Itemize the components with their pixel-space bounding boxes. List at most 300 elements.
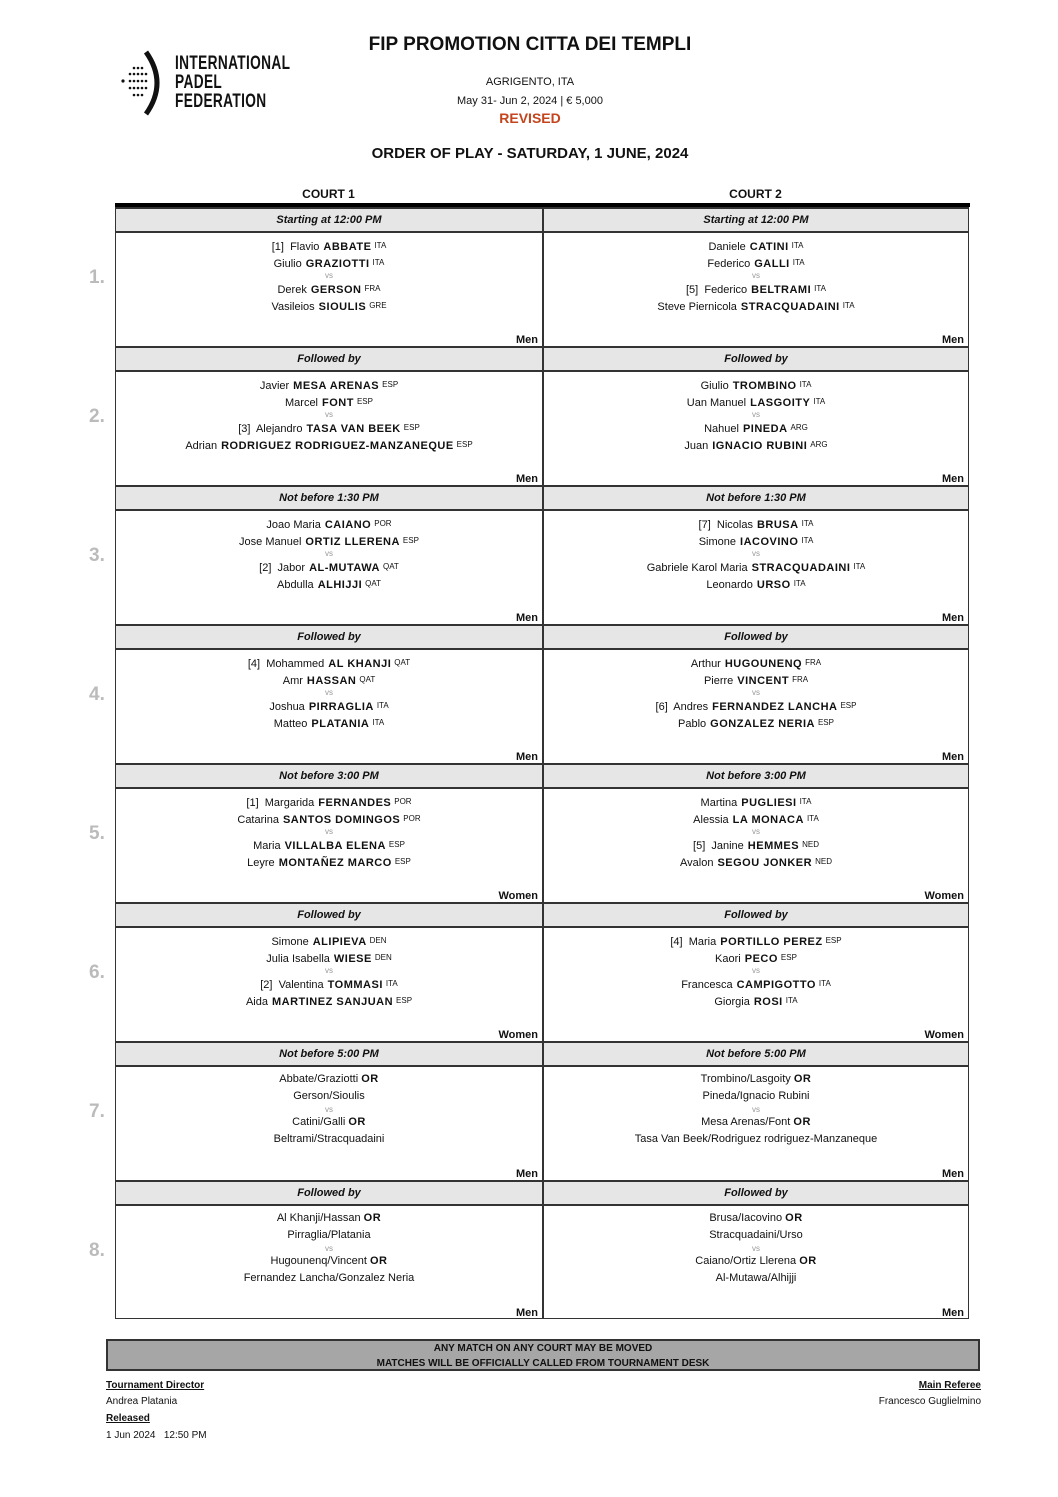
player-last-name: PLATANIA (311, 718, 370, 730)
player-first-name: Federico (704, 284, 748, 296)
player-first-name: Marcel (285, 397, 319, 409)
match-cell (115, 1041, 542, 1180)
team-name: Stracquadaini/Urso (709, 1229, 803, 1241)
match-cell (115, 624, 542, 763)
team-name: Al Khanji/Hassan (276, 1212, 361, 1224)
slot-number: 7. (89, 1101, 105, 1122)
player-first-name: Flavio (290, 241, 320, 253)
player-line (544, 671, 968, 688)
player-country: ESP (394, 857, 411, 866)
player-last-name: GONZALEZ NERIA (710, 718, 815, 730)
player-last-name: SIOULIS (318, 301, 367, 313)
team-name: Abbate/Graziotti (279, 1073, 359, 1085)
match-category: Men (516, 751, 538, 763)
player-line (116, 515, 542, 532)
match-category: Women (498, 890, 538, 902)
player-seed: [2] (260, 979, 273, 991)
player-country: ITA (785, 996, 798, 1005)
player-seed: [4] (247, 658, 261, 670)
team-name: Pineda/Ignacio Rubini (702, 1090, 810, 1102)
player-line (116, 558, 542, 575)
player-last-name: SANTOS DOMINGOS (282, 814, 401, 826)
slot-number: 2. (89, 406, 105, 427)
player-line (544, 949, 968, 966)
match-category: Men (942, 612, 964, 624)
time-slot (89, 207, 970, 346)
match-cell (542, 346, 969, 485)
player-seed: [1] (246, 797, 259, 809)
player-last-name: TASA VAN BEEK (306, 423, 401, 435)
player-seed: [1] (271, 241, 284, 253)
player-seed: [4] (670, 936, 683, 948)
player-line (544, 697, 968, 714)
player-first-name: Federico (707, 258, 751, 270)
player-last-name: STRACQUADAINI (740, 301, 840, 313)
notice-banner (106, 1339, 980, 1371)
or-label: OR (799, 1255, 817, 1267)
player-country: POR (394, 797, 412, 806)
player-first-name: Avalon (680, 857, 714, 869)
vs-label: vs (752, 1244, 760, 1253)
player-first-name: Kaori (715, 953, 741, 965)
player-country: ESP (825, 936, 842, 945)
player-country: ESP (403, 423, 420, 432)
player-first-name: Simone (271, 936, 309, 948)
team-name: Caiano/Ortiz Llerena (695, 1255, 797, 1267)
player-last-name: ABBATE (323, 241, 372, 253)
player-line (116, 393, 542, 410)
or-label: OR (363, 1212, 382, 1224)
player-line (116, 836, 542, 853)
team-name: Al-Mutawa/Alhijji (715, 1272, 797, 1284)
match-time: Followed by (116, 1180, 542, 1206)
match-category: Men (516, 1168, 538, 1180)
player-line (116, 532, 542, 549)
slot-number: 5. (89, 823, 105, 844)
player-line (116, 1227, 542, 1244)
referee-name: Francesco Guglielmino (878, 1396, 981, 1407)
player-last-name: VILLALBA ELENA (284, 840, 386, 852)
player-country: ITA (793, 579, 806, 588)
player-last-name: CAIANO (324, 519, 372, 531)
time-slot (89, 1041, 970, 1180)
player-last-name: WIESE (333, 953, 372, 965)
match-time: Not before 5:00 PM (116, 1041, 542, 1067)
logo-line: INTERNATIONAL (175, 53, 291, 74)
player-line (544, 1071, 968, 1088)
match-cell (542, 1180, 969, 1319)
player-first-name: Nahuel (704, 423, 739, 435)
player-last-name: AL KHANJI (328, 658, 392, 670)
vs-label: vs (752, 410, 760, 419)
player-last-name: IACOVINO (740, 536, 799, 548)
player-country: ITA (791, 241, 804, 250)
player-line (116, 654, 542, 671)
match-time: Followed by (116, 902, 542, 928)
player-line (116, 1088, 542, 1105)
player-country: ESP (780, 953, 797, 962)
player-line (116, 419, 542, 436)
logo-text (175, 54, 290, 111)
match-category: Men (516, 1307, 538, 1319)
or-label: OR (793, 1116, 811, 1128)
player-line (116, 975, 542, 992)
player-line (544, 932, 968, 949)
player-country: ITA (853, 562, 866, 571)
player-last-name: GALLI (754, 258, 790, 270)
time-slot (89, 624, 970, 763)
vs-label: vs (325, 271, 333, 280)
player-country: ITA (818, 979, 831, 988)
match-cell (115, 207, 542, 346)
player-first-name: Giorgia (714, 996, 750, 1008)
player-first-name: Julia Isabella (266, 953, 330, 965)
vs-label: vs (325, 1244, 333, 1253)
match-category: Men (942, 1307, 964, 1319)
player-country: ESP (817, 718, 834, 727)
match-time: Followed by (544, 624, 968, 650)
player-line (544, 1270, 968, 1287)
match-category: Men (516, 473, 538, 485)
player-line (544, 853, 968, 870)
player-line (544, 376, 968, 393)
player-first-name: Pablo (678, 718, 707, 730)
player-first-name: Maria (253, 840, 281, 852)
player-last-name: URSO (756, 579, 791, 591)
referee-label: Main Referee (918, 1380, 981, 1391)
player-line (544, 280, 968, 297)
player-last-name: STRACQUADAINI (751, 562, 851, 574)
player-line (544, 436, 968, 453)
player-last-name: PORTILLO PEREZ (720, 936, 823, 948)
revised-status: REVISED (499, 110, 561, 126)
player-seed: [6] (655, 701, 668, 713)
player-last-name: IGNACIO RUBINI (712, 440, 808, 452)
player-first-name: Gabriele Karol Maria (646, 562, 748, 574)
player-line (544, 532, 968, 549)
player-country: ITA (799, 797, 812, 806)
team-name: Gerson/Sioulis (293, 1090, 365, 1102)
player-last-name: BRUSA (756, 519, 799, 531)
player-first-name: Uan Manuel (686, 397, 747, 409)
player-line (544, 1131, 968, 1148)
player-country: ESP (840, 701, 857, 710)
vs-label: vs (752, 827, 760, 836)
player-last-name: FERNANDES (318, 797, 392, 809)
player-line (116, 671, 542, 688)
player-line (116, 1131, 542, 1148)
player-country: ESP (456, 440, 473, 449)
player-last-name: RODRIGUEZ RODRIGUEZ-MANZANEQUE (221, 440, 454, 452)
player-first-name: Giulio (273, 258, 302, 270)
player-line (116, 254, 542, 271)
player-first-name: Daniele (708, 241, 746, 253)
player-country: ARG (810, 440, 828, 449)
vs-label: vs (325, 410, 333, 419)
player-last-name: ALHIJJI (317, 579, 363, 591)
player-first-name: Mohammed (266, 658, 325, 670)
player-country: ITA (801, 519, 814, 528)
notice-line: ANY MATCH ON ANY COURT MAY BE MOVED (433, 1343, 653, 1354)
player-last-name: LA MONACA (732, 814, 804, 826)
match-category: Men (942, 334, 964, 346)
player-country: DEN (369, 936, 387, 945)
player-country: FRA (364, 284, 381, 293)
player-last-name: MONTAÑEZ MARCO (278, 857, 392, 869)
player-first-name: Arthur (690, 658, 721, 670)
player-line (116, 793, 542, 810)
player-line (544, 575, 968, 592)
player-country: ITA (806, 814, 819, 823)
vs-label: vs (752, 549, 760, 558)
match-category: Men (942, 473, 964, 485)
player-line (116, 853, 542, 870)
slot-number: 1. (89, 267, 105, 288)
player-last-name: HUGOUNENQ (724, 658, 803, 670)
player-last-name: PINEDA (742, 423, 788, 435)
time-slot (89, 902, 970, 1041)
vs-label: vs (752, 1105, 760, 1114)
released-label: Released (106, 1413, 150, 1424)
logo-line: FEDERATION (175, 91, 267, 112)
player-first-name: Aida (245, 996, 268, 1008)
player-last-name: BELTRAMI (751, 284, 812, 296)
player-first-name: Margarida (264, 797, 315, 809)
match-time: Followed by (544, 1180, 968, 1206)
player-last-name: ALIPIEVA (312, 936, 367, 948)
match-cell (542, 624, 969, 763)
vs-label: vs (325, 966, 333, 975)
match-cell (115, 902, 542, 1041)
player-seed: [5] (693, 840, 706, 852)
player-first-name: Joshua (269, 701, 305, 713)
player-first-name: Juan (684, 440, 709, 452)
player-first-name: Jabor (277, 562, 306, 574)
player-first-name: Pierre (703, 675, 734, 687)
player-country: POR (374, 519, 392, 528)
player-first-name: Martina (700, 797, 738, 809)
player-first-name: Joao Maria (266, 519, 321, 531)
player-line (116, 1253, 542, 1270)
released-time: 1 Jun 2024 12:50 PM (106, 1430, 207, 1441)
team-name: Brusa/Iacovino (709, 1212, 783, 1224)
player-line (116, 992, 542, 1009)
player-country: QAT (382, 562, 399, 571)
time-slot (89, 346, 970, 485)
team-name: Hugounenq/Vincent (270, 1255, 367, 1267)
player-country: ITA (385, 979, 398, 988)
player-line (544, 1210, 968, 1227)
player-last-name: CATINI (749, 241, 789, 253)
player-line (544, 810, 968, 827)
player-last-name: HASSAN (306, 675, 357, 687)
match-cell (115, 485, 542, 624)
player-country: QAT (365, 579, 382, 588)
player-first-name: Jose Manuel (239, 536, 302, 548)
player-seed: [7] (698, 519, 711, 531)
player-first-name: Nicolas (716, 519, 753, 531)
player-line (116, 697, 542, 714)
player-line (544, 714, 968, 731)
team-name: Tasa Van Beek/Rodriguez rodriguez-Manzaneque (634, 1133, 878, 1145)
or-label: OR (361, 1073, 379, 1085)
slot-number: 3. (89, 545, 105, 566)
tournament-location: AGRIGENTO, ITA (485, 76, 575, 88)
player-line (544, 1253, 968, 1270)
player-country: ITA (814, 284, 827, 293)
player-last-name: HEMMES (747, 840, 800, 852)
player-line (544, 419, 968, 436)
player-line (544, 393, 968, 410)
match-time: Not before 3:00 PM (116, 763, 542, 789)
vs-label: vs (752, 271, 760, 280)
player-last-name: PECO (744, 953, 778, 965)
player-seed: [2] (259, 562, 272, 574)
match-category: Women (924, 890, 964, 902)
player-country: ITA (792, 258, 805, 267)
player-country: POR (403, 814, 421, 823)
player-first-name: Catarina (237, 814, 279, 826)
player-country: ARG (790, 423, 808, 432)
court-1-header: COURT 1 (302, 187, 355, 201)
player-last-name: LASGOITY (750, 397, 811, 409)
player-last-name: ORTIZ LLERENA (305, 536, 400, 548)
vs-label: vs (325, 688, 333, 697)
player-country: ESP (402, 536, 419, 545)
player-line (544, 254, 968, 271)
team-name: Catini/Galli (292, 1116, 346, 1128)
player-line (544, 836, 968, 853)
player-last-name: CAMPIGOTTO (736, 979, 816, 991)
notice-line: MATCHES WILL BE OFFICIALLY CALLED FROM TOURNAMENT DESK (376, 1358, 710, 1369)
player-line (116, 575, 542, 592)
player-first-name: Javier (259, 380, 290, 392)
player-first-name: Vasileios (271, 301, 315, 313)
player-line (544, 558, 968, 575)
player-country: ITA (801, 536, 814, 545)
player-first-name: Abdulla (276, 579, 314, 591)
match-category: Men (516, 334, 538, 346)
player-country: QAT (394, 658, 411, 667)
player-country: ESP (382, 380, 399, 389)
team-name: Pirraglia/Platania (287, 1229, 371, 1241)
match-time: Not before 1:30 PM (544, 485, 968, 511)
player-line (116, 1270, 542, 1287)
vs-label: vs (752, 966, 760, 975)
time-slot (89, 1180, 970, 1319)
match-time: Not before 5:00 PM (544, 1041, 968, 1067)
player-first-name: Adrian (185, 440, 218, 452)
match-time: Starting at 12:00 PM (116, 207, 542, 233)
player-first-name: Leonardo (706, 579, 753, 591)
player-line (544, 237, 968, 254)
player-first-name: Simone (698, 536, 737, 548)
match-cell (542, 902, 969, 1041)
player-first-name: Leyre (247, 857, 275, 869)
player-first-name: Matteo (273, 718, 308, 730)
player-first-name: Alejandro (255, 423, 303, 435)
player-country: ITA (372, 258, 385, 267)
player-country: NED (815, 857, 832, 866)
slot-number: 8. (89, 1240, 105, 1261)
player-line (544, 1088, 968, 1105)
match-category: Men (516, 612, 538, 624)
player-line (116, 932, 542, 949)
vs-label: vs (325, 827, 333, 836)
match-cell (115, 1180, 542, 1319)
player-country: FRA (792, 675, 809, 684)
player-line (544, 1114, 968, 1131)
vs-label: vs (325, 1105, 333, 1114)
match-cell (115, 346, 542, 485)
player-country: ITA (813, 397, 826, 406)
time-slot (89, 485, 970, 624)
vs-label: vs (752, 688, 760, 697)
vs-label: vs (325, 549, 333, 558)
player-line (116, 237, 542, 254)
director-name: Andrea Platania (106, 1396, 178, 1407)
player-country: ITA (374, 241, 387, 250)
player-line (544, 515, 968, 532)
player-last-name: VINCENT (737, 675, 790, 687)
player-last-name: TOMMASI (327, 979, 383, 991)
player-first-name: Francesca (681, 979, 733, 991)
match-category: Men (942, 1168, 964, 1180)
team-name: Beltrami/Stracquadaini (273, 1133, 385, 1145)
player-first-name: Janine (711, 840, 744, 852)
player-last-name: GERSON (310, 284, 362, 296)
player-country: GRE (369, 301, 387, 310)
player-last-name: ROSI (753, 996, 783, 1008)
player-line (116, 810, 542, 827)
match-time: Followed by (116, 346, 542, 372)
player-seed: [3] (238, 423, 251, 435)
match-time: Followed by (544, 902, 968, 928)
match-category: Men (942, 751, 964, 763)
player-line (544, 975, 968, 992)
player-country: ESP (356, 397, 373, 406)
logo-line: PADEL (175, 72, 223, 93)
match-category: Women (498, 1029, 538, 1041)
match-time: Not before 1:30 PM (116, 485, 542, 511)
player-line (544, 793, 968, 810)
order-of-play-title: ORDER OF PLAY - SATURDAY, 1 JUNE, 2024 (371, 145, 689, 162)
player-last-name: TROMBINO (732, 380, 797, 392)
team-name: Fernandez Lancha/Gonzalez Neria (243, 1272, 415, 1284)
player-country: ITA (372, 718, 385, 727)
player-seed: [5] (685, 284, 699, 296)
time-slot (89, 763, 970, 902)
padel-ball-logo-icon (120, 50, 170, 116)
or-label: OR (793, 1073, 812, 1085)
player-first-name: Alessia (693, 814, 729, 826)
player-line (116, 376, 542, 393)
player-line (116, 1071, 542, 1088)
player-last-name: MARTINEZ SANJUAN (271, 996, 394, 1008)
match-time: Starting at 12:00 PM (544, 207, 968, 233)
player-line (116, 1210, 542, 1227)
player-country: NED (802, 840, 819, 849)
match-time: Followed by (544, 346, 968, 372)
tournament-title: FIP PROMOTION CITTA DEI TEMPLI (368, 34, 692, 55)
player-first-name: Giulio (700, 380, 729, 392)
player-last-name: MESA ARENAS (293, 380, 380, 392)
match-cell (115, 763, 542, 902)
player-country: ESP (396, 996, 413, 1005)
match-time: Followed by (116, 624, 542, 650)
player-last-name: GRAZIOTTI (305, 258, 370, 270)
player-country: ITA (842, 301, 855, 310)
